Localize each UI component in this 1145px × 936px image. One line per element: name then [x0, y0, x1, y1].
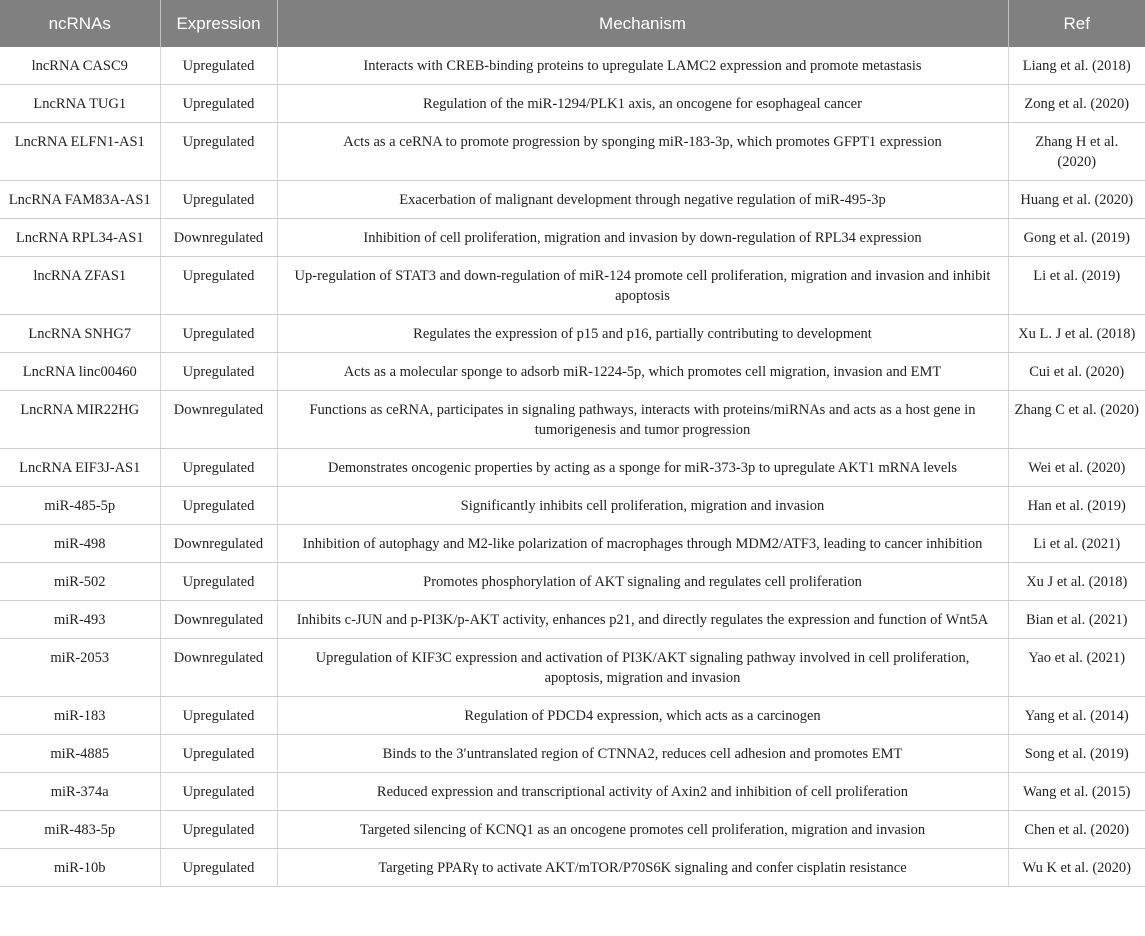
header-row: [0, 0, 1145, 47]
ref-cell: Li et al. (2021): [1008, 525, 1145, 563]
header-expression: Expression: [160, 0, 277, 47]
mechanism-cell: Regulation of the miR-1294/PLK1 axis, an oncogene for esophageal cancer: [277, 85, 1008, 123]
ncrna-cell: miR-485-5p: [0, 487, 160, 525]
expression-cell: Upregulated: [160, 449, 277, 487]
expression-cell: Upregulated: [160, 315, 277, 353]
expression-cell: Upregulated: [160, 735, 277, 773]
table-header: [0, 0, 1145, 47]
table-row: [0, 563, 1145, 601]
expression-cell: Upregulated: [160, 849, 277, 887]
ref-cell: Zhang H et al. (2020): [1008, 123, 1145, 181]
ref-cell: Chen et al. (2020): [1008, 811, 1145, 849]
mechanism-cell: Targeting PPARγ to activate AKT/mTOR/P70S6K signaling and confer cisplatin resistance: [277, 849, 1008, 887]
table-row: [0, 181, 1145, 219]
expression-cell: Upregulated: [160, 181, 277, 219]
mechanism-cell: Interacts with CREB-binding proteins to upregulate LAMC2 expression and promote metastasis: [277, 47, 1008, 85]
mechanism-cell: Functions as ceRNA, participates in signaling pathways, interacts with proteins/miRNAs and acts as a host gene in tumorigenesis and tumor progression: [277, 391, 1008, 449]
ncrna-cell: LncRNA linc00460: [0, 353, 160, 391]
table-row: [0, 257, 1145, 315]
mechanism-cell: Demonstrates oncogenic properties by acting as a sponge for miR-373-3p to upregulate AKT1 mRNA levels: [277, 449, 1008, 487]
ncrna-cell: miR-2053: [0, 639, 160, 697]
table-row: [0, 123, 1145, 181]
ncrna-cell: miR-502: [0, 563, 160, 601]
expression-cell: Upregulated: [160, 47, 277, 85]
header-ref: Ref: [1008, 0, 1145, 47]
ncrna-cell: miR-498: [0, 525, 160, 563]
table-row: [0, 315, 1145, 353]
mechanism-cell: Acts as a ceRNA to promote progression by sponging miR-183-3p, which promotes GFPT1 expression: [277, 123, 1008, 181]
ref-cell: Han et al. (2019): [1008, 487, 1145, 525]
mechanism-cell: Exacerbation of malignant development through negative regulation of miR-495-3p: [277, 181, 1008, 219]
mechanism-cell: Significantly inhibits cell proliferation, migration and invasion: [277, 487, 1008, 525]
expression-cell: Downregulated: [160, 601, 277, 639]
mechanism-cell: Promotes phosphorylation of AKT signaling and regulates cell proliferation: [277, 563, 1008, 601]
ncrna-cell: miR-183: [0, 697, 160, 735]
table-row: [0, 773, 1145, 811]
mechanism-cell: Upregulation of KIF3C expression and activation of PI3K/AKT signaling pathway involved in cell proliferation, apoptosis, migration and invasion: [277, 639, 1008, 697]
mechanism-cell: Inhibits c-JUN and p-PI3K/p-AKT activity, enhances p21, and directly regulates the expression and function of Wnt5A: [277, 601, 1008, 639]
mechanism-cell: Binds to the 3′untranslated region of CTNNA2, reduces cell adhesion and promotes EMT: [277, 735, 1008, 773]
ncrna-cell: LncRNA MIR22HG: [0, 391, 160, 449]
expression-cell: Downregulated: [160, 391, 277, 449]
table-row: [0, 353, 1145, 391]
ref-cell: Wei et al. (2020): [1008, 449, 1145, 487]
ncrna-cell: LncRNA ELFN1-AS1: [0, 123, 160, 181]
mechanism-cell: Inhibition of cell proliferation, migration and invasion by down-regulation of RPL34 expression: [277, 219, 1008, 257]
expression-cell: Upregulated: [160, 487, 277, 525]
ref-cell: Song et al. (2019): [1008, 735, 1145, 773]
expression-cell: Upregulated: [160, 353, 277, 391]
mechanism-cell: Targeted silencing of KCNQ1 as an oncogene promotes cell proliferation, migration and invasion: [277, 811, 1008, 849]
ncrna-cell: LncRNA RPL34-AS1: [0, 219, 160, 257]
mechanism-cell: Reduced expression and transcriptional activity of Axin2 and inhibition of cell proliferation: [277, 773, 1008, 811]
table-row: [0, 219, 1145, 257]
ncrna-cell: miR-493: [0, 601, 160, 639]
ncrna-cell: lncRNA ZFAS1: [0, 257, 160, 315]
expression-cell: Upregulated: [160, 811, 277, 849]
ncrna-cell: LncRNA FAM83A-AS1: [0, 181, 160, 219]
table-row: [0, 525, 1145, 563]
ref-cell: Xu J et al. (2018): [1008, 563, 1145, 601]
ncrna-cell: LncRNA TUG1: [0, 85, 160, 123]
mechanism-cell: Regulates the expression of p15 and p16, partially contributing to development: [277, 315, 1008, 353]
mechanism-cell: Regulation of PDCD4 expression, which acts as a carcinogen: [277, 697, 1008, 735]
expression-cell: Upregulated: [160, 773, 277, 811]
table-row: [0, 735, 1145, 773]
table-row: [0, 697, 1145, 735]
ncrna-cell: LncRNA SNHG7: [0, 315, 160, 353]
table-body: [0, 47, 1145, 887]
ref-cell: Wang et al. (2015): [1008, 773, 1145, 811]
table-row: [0, 487, 1145, 525]
table-row: [0, 601, 1145, 639]
header-ncrnas: ncRNAs: [0, 0, 160, 47]
mechanism-cell: Up-regulation of STAT3 and down-regulation of miR-124 promote cell proliferation, migration and invasion and inhibit apoptosis: [277, 257, 1008, 315]
ref-cell: Cui et al. (2020): [1008, 353, 1145, 391]
ref-cell: Xu L. J et al. (2018): [1008, 315, 1145, 353]
ref-cell: Gong et al. (2019): [1008, 219, 1145, 257]
expression-cell: Upregulated: [160, 85, 277, 123]
table-row: [0, 449, 1145, 487]
ref-cell: Yang et al. (2014): [1008, 697, 1145, 735]
ref-cell: Li et al. (2019): [1008, 257, 1145, 315]
table-row: [0, 391, 1145, 449]
mechanism-cell: Acts as a molecular sponge to adsorb miR-1224-5p, which promotes cell migration, invasion and EMT: [277, 353, 1008, 391]
expression-cell: Upregulated: [160, 563, 277, 601]
expression-cell: Downregulated: [160, 639, 277, 697]
table-row: [0, 811, 1145, 849]
ncrna-cell: miR-4885: [0, 735, 160, 773]
ref-cell: Huang et al. (2020): [1008, 181, 1145, 219]
ref-cell: Wu K et al. (2020): [1008, 849, 1145, 887]
table-row: [0, 47, 1145, 85]
expression-cell: Upregulated: [160, 697, 277, 735]
ncrna-cell: miR-10b: [0, 849, 160, 887]
ref-cell: Yao et al. (2021): [1008, 639, 1145, 697]
expression-cell: Upregulated: [160, 257, 277, 315]
ref-cell: Zhang C et al. (2020): [1008, 391, 1145, 449]
ncrna-cell: LncRNA EIF3J-AS1: [0, 449, 160, 487]
table-row: [0, 849, 1145, 887]
table-row: [0, 639, 1145, 697]
ref-cell: Zong et al. (2020): [1008, 85, 1145, 123]
expression-cell: Downregulated: [160, 219, 277, 257]
mechanism-cell: Inhibition of autophagy and M2-like polarization of macrophages through MDM2/ATF3, leading to cancer inhibition: [277, 525, 1008, 563]
header-mechanism: Mechanism: [277, 0, 1008, 47]
table-row: [0, 85, 1145, 123]
expression-cell: Upregulated: [160, 123, 277, 181]
ncrna-cell: lncRNA CASC9: [0, 47, 160, 85]
ncrna-cell: miR-483-5p: [0, 811, 160, 849]
ref-cell: Liang et al. (2018): [1008, 47, 1145, 85]
ncrna-cell: miR-374a: [0, 773, 160, 811]
ref-cell: Bian et al. (2021): [1008, 601, 1145, 639]
expression-cell: Downregulated: [160, 525, 277, 563]
